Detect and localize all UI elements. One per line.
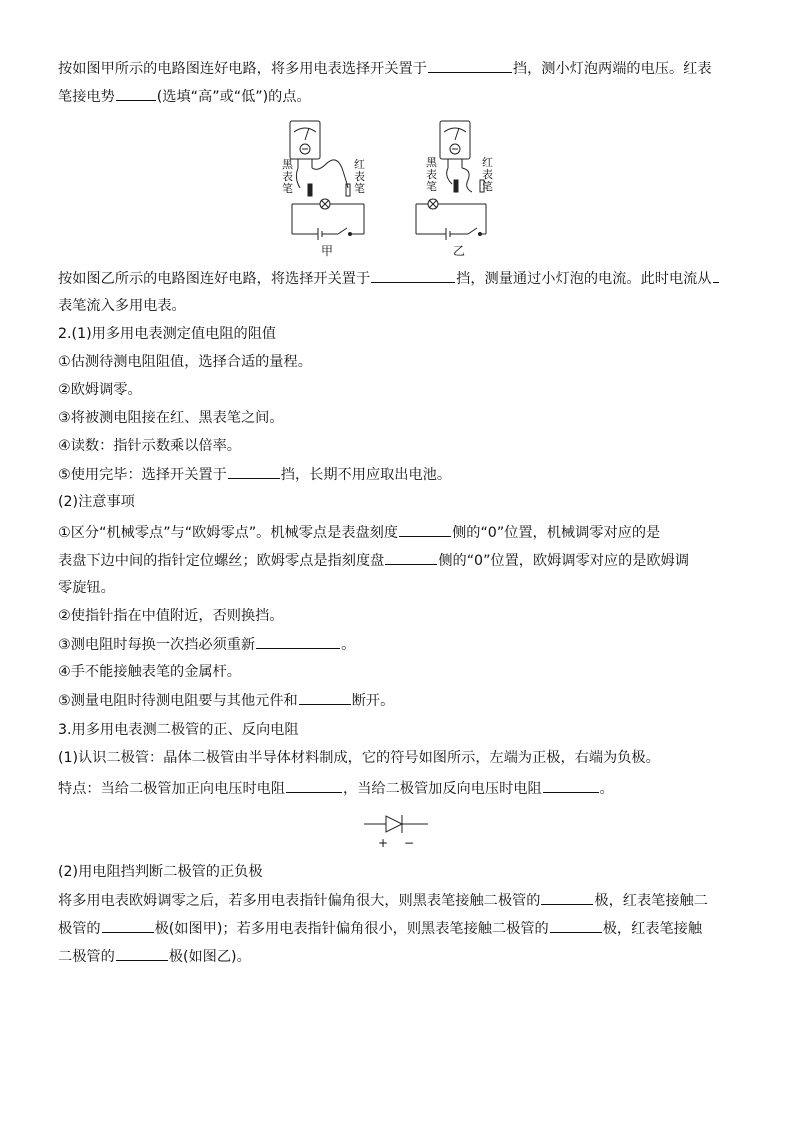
answer-blank[interactable] [371,268,455,283]
text: 侧的“0”位置，机械调零对应的是 [452,525,661,541]
diode-feature [58,778,614,799]
note-1-line2 [58,550,689,571]
paragraph-current-line1 [58,268,720,289]
note-3 [58,634,355,655]
notes-title: (2)注意事项 [58,494,135,510]
text: 极(如图乙)。 [168,949,251,965]
text: ⑤测量电阻时待测电阻要与其他元件和 [58,693,298,709]
svg-text:黑表笔: 黑表笔 [282,158,293,195]
note-4: ④手不能接触表笔的金属杆。 [58,664,241,680]
answer-blank[interactable] [385,550,437,565]
text: 挡，测小灯泡两端的电压。红表 [512,61,712,77]
text: 极管的 [58,921,101,937]
text: 按如图甲所示的电路图连好电路，将多用电表选择开关置于 [58,61,427,77]
diode-judge-title: (2)用电阻挡判断二极管的正负极 [58,864,263,880]
answer-blank[interactable] [428,58,512,73]
figure-yi [408,118,508,258]
answer-blank[interactable] [299,690,351,705]
text: 二极管的 [58,949,115,965]
text: 特点：当给二极管加正向电压时电阻 [58,781,286,797]
text: 极，红表笔接触二 [594,893,708,909]
paragraph-current-line2 [58,296,186,316]
section-3-title: 3.用多用电表测二极管的正、反向电阻 [58,722,299,738]
text: 。 [599,781,614,797]
svg-text:黑表笔: 黑表笔 [426,156,437,193]
answer-blank[interactable] [286,778,342,793]
answer-blank[interactable] [256,634,340,649]
text: ③测电阻时每换一次挡必须重新 [58,637,256,653]
diode-figure [362,812,432,852]
answer-blank[interactable] [116,946,168,961]
text: 将多用电表欧姆调零之后，若多用电表指针偏角很大，则黑表笔接触二极管的 [58,893,541,909]
answer-blank[interactable] [102,918,154,933]
paragraph-voltage-line2 [58,86,311,107]
answer-blank[interactable] [228,464,280,479]
text: 挡，测量通过小灯泡的电流。此时电流从 [456,271,712,287]
step-2: ②欧姆调零。 [58,382,142,398]
answer-blank[interactable] [713,268,719,283]
note-5 [58,690,394,711]
answer-blank[interactable] [541,890,593,905]
figure-caption-yi: 乙 [453,244,466,258]
text: 侧的“0”位置，欧姆调零对应的是欧姆调 [438,553,690,569]
svg-text:红表笔: 红表笔 [482,156,493,193]
answer-blank[interactable] [399,522,451,537]
answer-blank[interactable] [550,918,602,933]
circuit-diagram-yi [408,118,508,258]
text: 。 [341,637,356,653]
text: ①区分“机械零点”与“欧姆零点”。机械零点是表盘刻度 [58,525,399,541]
text: 极，红表笔接触 [602,921,703,937]
diode-judge-line2 [58,918,702,939]
answer-blank[interactable] [543,778,599,793]
diode-description: (1)认识二极管：晶体二极管由半导体材料制成，它的符号如图所示，左端为正极，右端为负极。 [58,750,660,766]
text: 极(如图甲)；若多用电表指针偏角很小，则黑表笔接触二极管的 [154,921,549,937]
section-2-title: 2.(1)用多用电表测定值电阻的阻值 [58,326,277,342]
figure-jia [274,118,374,258]
minus-label: − [404,836,415,850]
plus-label: + [378,836,389,850]
step-5 [58,464,451,485]
step-4: ④读数：指针示数乘以倍率。 [58,438,241,454]
text: (选填“高”或“低”)的点。 [156,89,311,105]
step-1: ①估测待测电阻阻值，选择合适的量程。 [58,354,312,370]
step-3: ③将被测电阻接在红、黑表笔之间。 [58,410,284,426]
text: ⑤使用完毕：选择开关置于 [58,467,227,483]
note-1-line1 [58,522,660,543]
text: 表笔流入多用电表。 [58,298,186,314]
note-2: ②使指针指在中值附近，否则换挡。 [58,608,284,624]
diode-symbol [362,812,432,852]
text: 挡，长期不用应取出电池。 [280,467,452,483]
paragraph-voltage-line1 [58,58,712,79]
note-1-line3: 零旋钮。 [58,580,115,596]
text: 按如图乙所示的电路图连好电路，将选择开关置于 [58,271,371,287]
circuit-diagram-jia [274,118,374,258]
diode-judge-line1 [58,890,708,911]
diode-judge-line3 [58,946,251,967]
svg-text:红表笔: 红表笔 [354,158,365,195]
text: 断开。 [351,693,395,709]
text: 表盘下边中间的指针定位螺丝；欧姆零点是指刻度盘 [58,553,385,569]
text: ，当给二极管加反向电压时电阻 [343,781,542,797]
text: 笔接电势 [58,89,115,105]
figure-caption-jia: 甲 [321,244,334,258]
answer-blank[interactable] [116,86,156,101]
